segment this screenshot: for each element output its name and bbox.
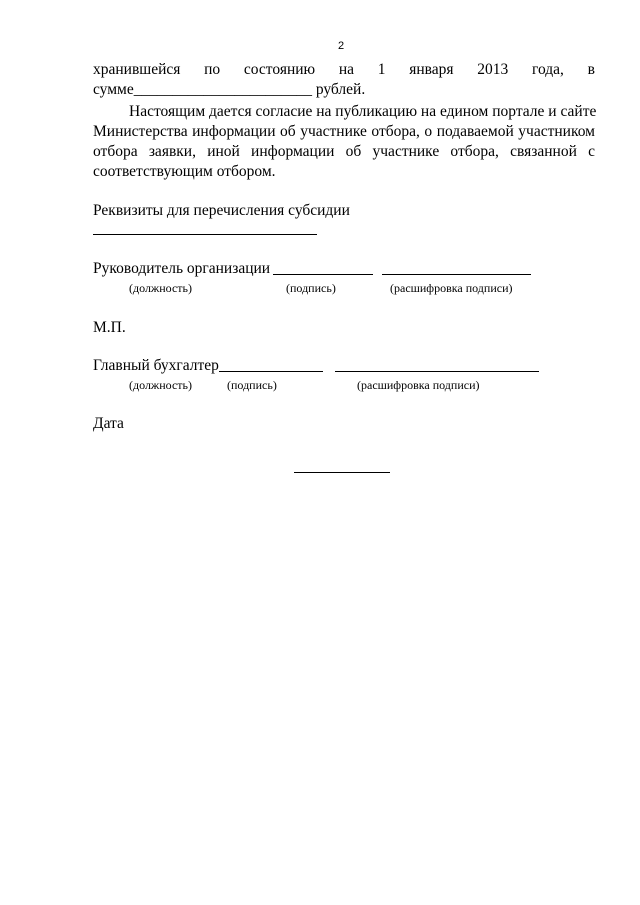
accountant-label: Главный бухгалтер <box>93 357 219 374</box>
word: года, <box>531 61 564 78</box>
head-decoding-caption: (расшифровка подписи) <box>390 281 513 295</box>
accountant-signature-line <box>219 371 323 372</box>
end-separator-line <box>294 472 390 473</box>
head-signature-line <box>273 274 373 275</box>
requisites-label: Реквизиты для перечисления субсидии <box>93 202 350 219</box>
amount-blank: сумме_______________________ <box>93 81 312 98</box>
currency-text: рублей. <box>311 81 366 98</box>
word: состоянию <box>243 61 316 78</box>
paragraph-1-line-2 <box>93 80 365 100</box>
stamp-place: М.П. <box>93 319 126 336</box>
page-number: 2 <box>338 40 345 52</box>
head-decoding-line <box>382 274 531 275</box>
word: по <box>204 61 221 78</box>
paragraph-2-line-4: соответствующим отбором. <box>93 163 276 180</box>
head-position-caption: (должность) <box>129 281 192 295</box>
paragraph-1-line-1 <box>93 60 595 80</box>
accountant-decoding-caption: (расшифровка подписи) <box>357 378 480 392</box>
accountant-position-caption: (должность) <box>129 378 192 392</box>
paragraph-2-line-1: Настоящим дается согласие на публикацию на едином портале и сайте <box>129 103 597 120</box>
accountant-signature-caption: (подпись) <box>227 378 277 392</box>
head-label: Руководитель организации <box>93 260 271 277</box>
date-label: Дата <box>93 415 124 432</box>
word: в <box>587 61 595 78</box>
word: хранившейся <box>93 61 181 78</box>
accountant-decoding-line <box>335 371 539 372</box>
word: 2013 <box>477 61 509 78</box>
word: 1 <box>377 61 386 78</box>
head-signature-caption: (подпись) <box>286 281 336 295</box>
paragraph-2-line-2: Министерства информации об участнике отбора, о подаваемой участником <box>93 123 595 140</box>
word: января <box>409 61 454 78</box>
requisites-line <box>93 234 317 235</box>
word: на <box>338 61 355 78</box>
paragraph-2-line-3: отбора заявки, иной информации об участнике отбора, связанной с <box>93 143 595 160</box>
